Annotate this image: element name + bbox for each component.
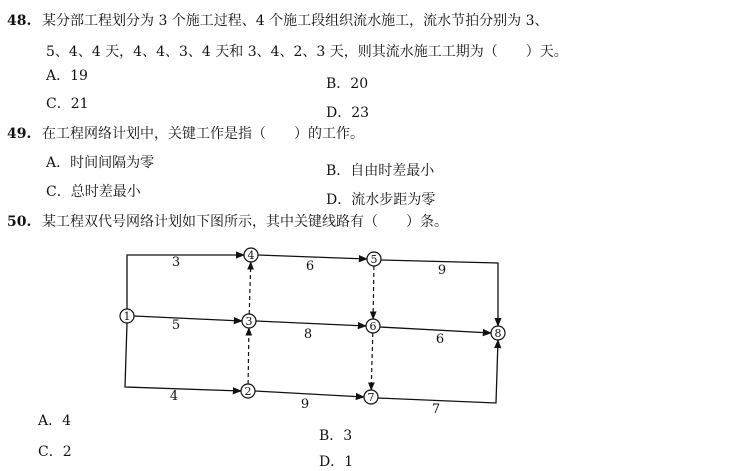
q49-option-b: B．自由时差最小: [326, 163, 435, 179]
q48-option-d: D．23: [326, 105, 370, 121]
q48-option-a: A．19: [46, 68, 88, 84]
q49-option-a: A．时间间隔为零: [46, 155, 155, 171]
q48-stem-line1: 某分部工程划分为 3 个施工过程、4 个施工段组织流水施工，流水节拍分别为 3、: [42, 13, 549, 29]
q50-number: 50.: [7, 214, 32, 230]
activity-duration-1-2: 4: [169, 389, 179, 404]
activity-duration-7-8: 7: [431, 402, 441, 417]
activity-arrow-1-4: [127, 255, 244, 309]
activity-duration-1-4: 3: [171, 255, 181, 270]
node-label-2: 2: [244, 385, 252, 398]
q50-option-c: C．2: [38, 444, 72, 460]
q49-number: 49.: [7, 126, 32, 142]
q50-option-d: D．1: [319, 454, 354, 470]
q50-stem: 某工程双代号网络计划如下图所示，其中关键线路有（ ）条。: [42, 214, 448, 230]
activity-arrow-2-7: [255, 391, 364, 397]
q49-stem: 在工程网络计划中，关键工作是指（ ）的工作。: [42, 126, 364, 142]
activity-duration-1-3: 5: [171, 318, 181, 333]
dummy-arrow-6-7: [371, 333, 373, 390]
activity-arrow-3-6: [256, 321, 366, 326]
node-label-1: 1: [123, 310, 131, 323]
activity-duration-3-6: 8: [303, 327, 313, 342]
node-label-6: 6: [369, 320, 377, 333]
node-label-4: 4: [247, 249, 255, 262]
node-label-7: 7: [367, 391, 375, 404]
q50-option-a: A．4: [38, 413, 72, 429]
q49-option-c: C．总时差最小: [46, 184, 141, 200]
activity-duration-4-5: 6: [305, 259, 315, 274]
q49-option-d: D．流水步距为零: [326, 192, 436, 208]
dummy-arrow-5-6: [373, 266, 374, 319]
activity-arrow-7-8: [378, 340, 498, 403]
q48-stem-line2: 5、4、4 天，4、4、3、4 天和 3、4、2、3 天，则其流水施工工期为（ ）天。: [46, 44, 568, 60]
q50-option-b: B．3: [319, 428, 353, 444]
activity-arrow-1-3: [134, 316, 242, 321]
node-label-8: 8: [494, 327, 502, 340]
activity-arrow-1-2: [125, 323, 241, 391]
dummy-arrow-3-4: [249, 262, 251, 314]
q48-number: 48.: [7, 13, 32, 29]
activity-duration-2-7: 9: [300, 397, 310, 412]
q48-option-c: C．21: [46, 96, 89, 112]
dummy-arrow-2-3: [248, 328, 249, 384]
node-label-5: 5: [370, 253, 378, 266]
q48-option-b: B．20: [326, 76, 369, 92]
node-label-3: 3: [245, 315, 253, 328]
activity-duration-5-8: 9: [437, 263, 447, 278]
activity-duration-6-8: 6: [435, 332, 445, 347]
